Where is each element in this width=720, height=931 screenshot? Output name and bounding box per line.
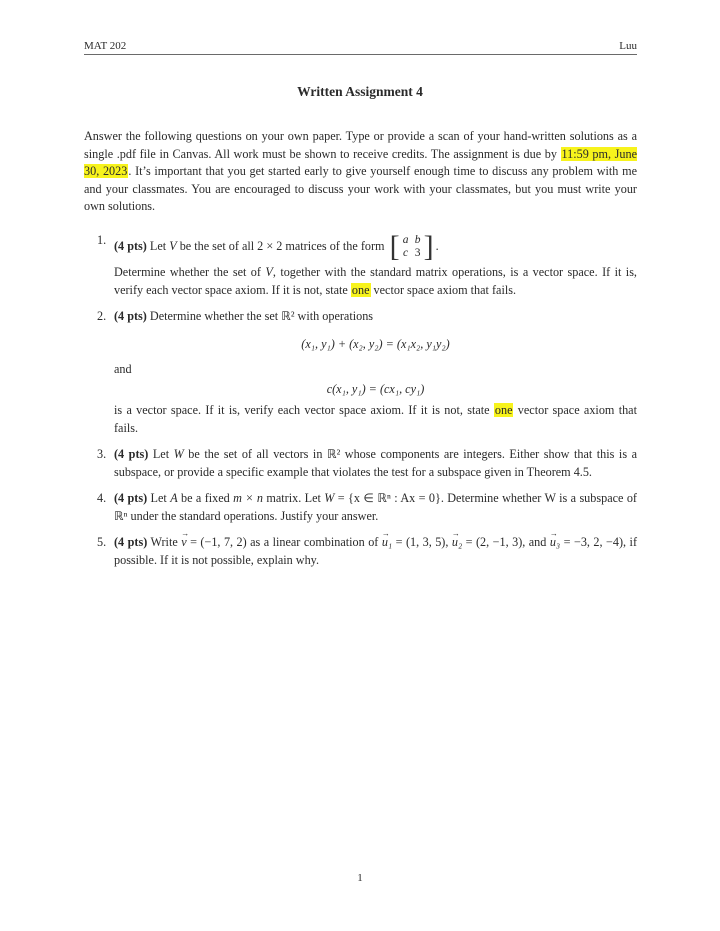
problem-points: (4 pts) (114, 535, 148, 549)
course-code: MAT 202 (84, 40, 127, 52)
problem-list (84, 232, 637, 569)
addition-equation: (x₁, y₁) + (x₂, y₂) = (x₁x₂, y₁y₂) (301, 336, 450, 351)
problem-2: 2. (4 pts) Determine whether the set ℝ² with operations (x₁, y₁) + (x₂, y₂) = (x₁x₂, y₁y₂) and c(x₁, y₁) = (cx₁, cy₁) is a vector space. If it is, verify each vector space axiom. If it is not, state one vector space axiom that fails. (97, 309, 637, 435)
author-name: Luu (619, 40, 637, 52)
problem-points: (4 pts) (114, 491, 148, 505)
document-title: Written Assignment 4 (297, 84, 423, 99)
problem-1: 1. (4 pts) Let V be the set of all 2 × 2 matrices of the form [ a b c 3 ] . Determine whether the set of V, together with the standard matrix operations, is a vector space. If it is, verify each vector space axiom. If it is not, state one vector space axiom that fails. (97, 230, 637, 297)
problem-points: (4 pts) (114, 309, 147, 323)
page-header (84, 40, 637, 55)
problem-number: 2. (97, 309, 107, 323)
problem-4: 4. (4 pts) Let A be a fixed m × n matrix. Let W = {x ∈ ℝⁿ : Ax = 0}. Determine whether W is a subspace of ℝⁿ under the standard operations. Justify your answer. (97, 491, 637, 523)
problem-5: 5. (4 pts) Write → v = (−1, 7, 2) as a linear combination of → u₁ = (1, 3, 5), → u₂ = (2, −1, 3), and → u₃ = −3, 2, −4), if possible. If it is not possible, explain why. (84, 534, 637, 569)
page-number: 1 (357, 872, 363, 884)
problem-number: 5. (97, 535, 107, 549)
due-date-highlight: 11:59 pm, June 30, 2023 (84, 146, 637, 178)
left-bracket: [ (389, 230, 400, 263)
matrix-form: [ a b c 3 ] (389, 230, 434, 263)
problem-number: 4. (97, 491, 107, 505)
one-highlight: one (494, 403, 513, 417)
right-bracket: ] (423, 230, 434, 263)
instructions-paragraph: Answer the following questions on your own paper. Type or provide a scan of your hand-written solutions as a single .pdf file in Canvas. All work must be shown to receive credits. The assignment is due by 11:59 pm, June 30, 2023. It’s important that you get started early to give yourself enough time to discuss any problem with me and your classmates. You are encouraged to discuss your work with your classmates, but you must write your own solutions. (84, 129, 638, 213)
vector-u1: → u₁ (382, 534, 392, 552)
problem-points: (4 pts) (114, 238, 147, 253)
vector-u3: → u₃ (550, 534, 560, 552)
problem-number: 1. (97, 233, 107, 247)
and-label: and (114, 362, 132, 376)
problem-number: 3. (97, 447, 107, 461)
vector-v: → v (181, 534, 186, 552)
problem-3: 3. (4 pts) Let W be the set of all vectors in ℝ² whose components are integers. Either show that this is a subspace, or provide a specific example that violates the test for a subspace given in Theorem 4.5. (97, 447, 637, 479)
problem-points: (4 pts) (114, 447, 149, 461)
scalar-equation: c(x₁, y₁) = (cx₁, cy₁) (326, 381, 425, 396)
one-highlight: one (351, 282, 370, 297)
vector-u2: → u₂ (452, 534, 462, 552)
